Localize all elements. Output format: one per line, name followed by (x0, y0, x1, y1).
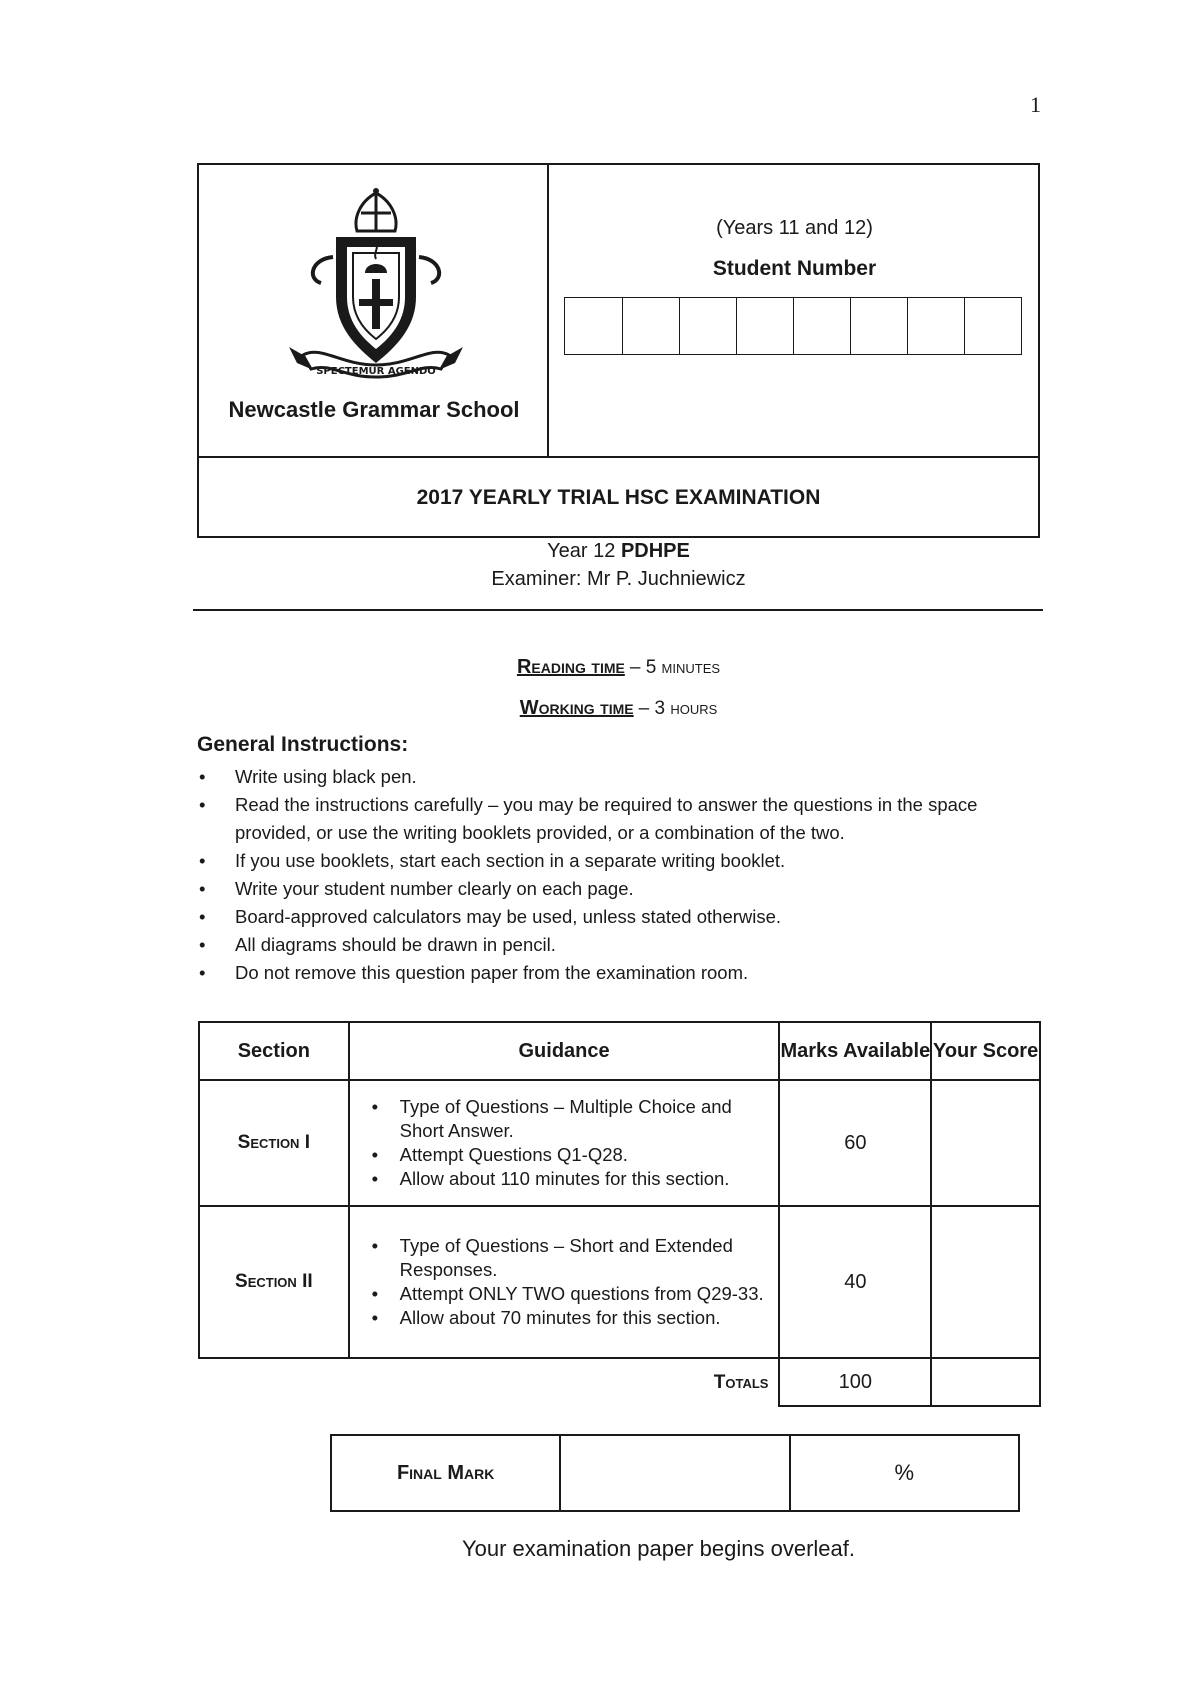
general-instructions-heading: General Instructions: (197, 733, 409, 756)
divider (193, 609, 1043, 611)
instruction-item: • Write using black pen. (197, 763, 1047, 791)
instruction-item: • All diagrams should be drawn in pencil. (197, 931, 1047, 959)
header-box (197, 163, 1040, 538)
final-mark-percent: % (789, 1436, 1018, 1510)
section-name: Section I (199, 1080, 349, 1206)
school-crest-icon (281, 187, 471, 397)
header-score: Your Score (931, 1022, 1040, 1080)
score-cell[interactable] (931, 1206, 1040, 1358)
instruction-item: • Board-approved calculators may be used, unless stated otherwise. (197, 903, 1047, 931)
student-number-digit-box[interactable] (565, 298, 622, 354)
school-logo-cell (199, 165, 549, 456)
student-number-digit-box[interactable] (964, 298, 1021, 354)
totals-row (199, 1358, 1040, 1406)
working-time-label: Working time (519, 697, 634, 719)
closing-note: Your examination paper begins overleaf. (461, 1536, 855, 1561)
reading-time-value: – 5 minutes (629, 657, 721, 678)
subject-line (197, 540, 1040, 563)
marks-available: 40 (779, 1206, 931, 1358)
general-instructions-list (197, 763, 1047, 987)
guidance-item: • Allow about 70 minutes for this section. (358, 1306, 773, 1330)
subject-name: PDHPE (620, 540, 690, 562)
header-guidance: Guidance (349, 1022, 780, 1080)
instruction-item: • Do not remove this question paper from the examination room. (197, 959, 1047, 987)
score-cell[interactable] (931, 1080, 1040, 1206)
student-number-digit-box[interactable] (850, 298, 907, 354)
sections-table (198, 1021, 1041, 1407)
totals-value: 100 (779, 1358, 931, 1406)
working-time-value: – 3 hours (638, 698, 718, 719)
table-header-row (199, 1022, 1040, 1080)
guidance-cell (349, 1206, 780, 1358)
marks-available: 60 (779, 1080, 931, 1206)
subject-year: Year 12 (547, 540, 616, 562)
guidance-item: • Attempt ONLY TWO questions from Q29-33. (358, 1282, 773, 1306)
student-number-digit-box[interactable] (907, 298, 964, 354)
final-mark-input[interactable] (559, 1436, 788, 1510)
working-time (197, 697, 1040, 720)
page-number: 1 (1030, 92, 1041, 117)
student-number-digit-box[interactable] (679, 298, 736, 354)
header-marks: Marks Available (779, 1022, 931, 1080)
student-number-digit-box[interactable] (622, 298, 679, 354)
student-number-boxes (564, 297, 1022, 355)
guidance-item: • Attempt Questions Q1-Q28. (358, 1143, 773, 1167)
student-number-digit-box[interactable] (736, 298, 793, 354)
student-number-label: Student Number (712, 257, 877, 280)
totals-score-cell[interactable] (931, 1358, 1040, 1406)
student-number-digit-box[interactable] (793, 298, 850, 354)
section-name: Section II (199, 1206, 349, 1358)
school-name: Newcastle Grammar School (228, 397, 520, 422)
table-row (199, 1206, 1040, 1358)
final-mark-box (330, 1434, 1020, 1512)
guidance-cell (349, 1080, 780, 1206)
reading-time-label: Reading time (516, 656, 625, 678)
guidance-item: • Type of Questions – Short and Extended Responses. (358, 1234, 773, 1282)
instruction-item: • If you use booklets, start each section in a separate writing booklet. (197, 847, 1047, 875)
table-row (199, 1080, 1040, 1206)
examiner: Examiner: Mr P. Juchniewicz (491, 568, 746, 590)
exam-title: 2017 YEARLY TRIAL HSC EXAMINATION (199, 456, 1038, 538)
instruction-item: • Read the instructions carefully – you may be required to answer the questions in the space provided, or use the writing booklets provided, or a combination of the two. (197, 791, 1047, 847)
reading-time (197, 656, 1040, 679)
guidance-item: • Allow about 110 minutes for this section. (358, 1167, 773, 1191)
student-number-cell (549, 165, 1040, 456)
years-note: (Years 11 and 12) (716, 217, 873, 239)
guidance-item: • Type of Questions – Multiple Choice and Short Answer. (358, 1095, 773, 1143)
instruction-item: • Write your student number clearly on each page. (197, 875, 1047, 903)
header-section: Section (199, 1022, 349, 1080)
final-mark-label: Final Mark (396, 1461, 495, 1484)
crest-motto: SPECTEMUR AGENDO (316, 366, 436, 377)
totals-label: Totals (349, 1358, 780, 1406)
